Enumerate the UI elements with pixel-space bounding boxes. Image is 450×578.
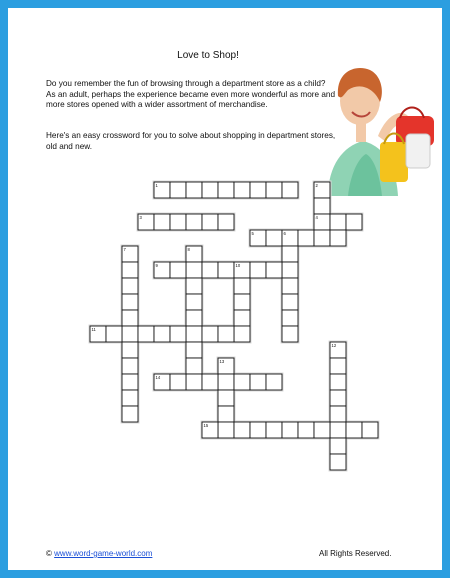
crossword-cell[interactable] [218, 390, 234, 406]
crossword-cell[interactable] [250, 262, 266, 278]
crossword-cell[interactable] [122, 390, 138, 406]
crossword-cell[interactable] [186, 214, 202, 230]
crossword-cell[interactable] [282, 422, 298, 438]
crossword-cell[interactable] [282, 246, 298, 262]
crossword-cell[interactable] [234, 278, 250, 294]
crossword-cell[interactable] [266, 262, 282, 278]
crossword-cell[interactable] [346, 214, 362, 230]
crossword-cell[interactable] [330, 230, 346, 246]
crossword-cell[interactable] [170, 182, 186, 198]
crossword-cell[interactable] [234, 422, 250, 438]
crossword-cell[interactable] [122, 294, 138, 310]
crossword-cell[interactable] [330, 454, 346, 470]
crossword-cell[interactable] [170, 262, 186, 278]
crossword-cell[interactable] [122, 358, 138, 374]
crossword-cell[interactable] [122, 310, 138, 326]
crossword-cell[interactable] [234, 326, 250, 342]
crossword-cell[interactable] [186, 310, 202, 326]
crossword-cell[interactable] [282, 310, 298, 326]
crossword-cell[interactable] [362, 422, 378, 438]
crossword-cell[interactable] [186, 262, 202, 278]
crossword-cell[interactable] [330, 358, 346, 374]
clue-number: 4 [315, 215, 318, 220]
crossword-cell[interactable] [282, 262, 298, 278]
clue-number: 12 [331, 343, 337, 348]
crossword-cell[interactable] [218, 374, 234, 390]
crossword-cell[interactable] [154, 326, 170, 342]
clue-number: 5 [251, 231, 254, 236]
crossword-cell[interactable] [234, 374, 250, 390]
clue-number: 10 [235, 263, 241, 268]
clue-number: 7 [123, 247, 126, 252]
crossword-cell[interactable] [314, 198, 330, 214]
crossword-grid [8, 8, 442, 570]
crossword-cell[interactable] [202, 326, 218, 342]
footer-copyright [46, 549, 152, 558]
crossword-cell[interactable] [202, 262, 218, 278]
clue-number: 2 [315, 183, 318, 188]
clue-number: 6 [283, 231, 286, 236]
clue-number: 9 [155, 263, 158, 268]
crossword-cell[interactable] [298, 230, 314, 246]
crossword-cell[interactable] [266, 230, 282, 246]
crossword-cell[interactable] [122, 374, 138, 390]
crossword-cell[interactable] [346, 422, 362, 438]
crossword-cell[interactable] [186, 342, 202, 358]
crossword-cell[interactable] [186, 294, 202, 310]
crossword-cell[interactable] [266, 374, 282, 390]
crossword-cell[interactable] [122, 326, 138, 342]
crossword-cell[interactable] [122, 278, 138, 294]
crossword-cell[interactable] [122, 342, 138, 358]
crossword-cell[interactable] [202, 374, 218, 390]
crossword-cell[interactable] [218, 406, 234, 422]
crossword-cell[interactable] [282, 326, 298, 342]
crossword-cell[interactable] [186, 278, 202, 294]
crossword-cell[interactable] [314, 230, 330, 246]
clue-number: 8 [187, 247, 190, 252]
copyright-symbol: © [46, 549, 52, 558]
crossword-cell[interactable] [218, 422, 234, 438]
footer-rights: All Rights Reserved. [319, 549, 392, 558]
crossword-cell[interactable] [282, 182, 298, 198]
crossword-cell[interactable] [186, 358, 202, 374]
crossword-cell[interactable] [234, 310, 250, 326]
crossword-cell[interactable] [234, 294, 250, 310]
crossword-cell[interactable] [218, 214, 234, 230]
worksheet-page [8, 8, 442, 570]
crossword-cell[interactable] [170, 214, 186, 230]
intro-paragraph-2: Here's an easy crossword for you to solve about shopping in department stores, old and new. [46, 131, 336, 151]
crossword-cell[interactable] [122, 406, 138, 422]
clue-number: 15 [203, 423, 209, 428]
crossword-cell[interactable] [330, 390, 346, 406]
crossword-cell[interactable] [330, 438, 346, 454]
clue-number: 3 [139, 215, 142, 220]
website-link[interactable]: www.word-game-world.com [54, 549, 153, 558]
crossword-cell[interactable] [170, 374, 186, 390]
crossword-cell[interactable] [170, 326, 186, 342]
crossword-cell[interactable] [298, 422, 314, 438]
clue-number: 14 [155, 375, 161, 380]
crossword-cell[interactable] [138, 326, 154, 342]
crossword-cell[interactable] [202, 214, 218, 230]
crossword-cell[interactable] [218, 182, 234, 198]
crossword-cell[interactable] [250, 422, 266, 438]
crossword-cell[interactable] [250, 374, 266, 390]
crossword-cell[interactable] [122, 262, 138, 278]
crossword-cell[interactable] [282, 294, 298, 310]
crossword-cell[interactable] [330, 406, 346, 422]
crossword-cell[interactable] [202, 182, 218, 198]
clue-number: 11 [91, 327, 96, 332]
crossword-cell[interactable] [186, 326, 202, 342]
crossword-cell[interactable] [330, 214, 346, 230]
crossword-cell[interactable] [186, 374, 202, 390]
crossword-cell[interactable] [218, 262, 234, 278]
crossword-cell[interactable] [282, 278, 298, 294]
crossword-cell[interactable] [250, 182, 266, 198]
page-title: Love to Shop! [177, 50, 239, 61]
crossword-cell[interactable] [330, 422, 346, 438]
crossword-cell[interactable] [106, 326, 122, 342]
crossword-cell[interactable] [218, 326, 234, 342]
intro-paragraph: Do you remember the fun of browsing through a department store as a child? As an adult, perhaps the experience became even more wonderful as more and more stores opened with a wider assortment of merchandise. [46, 79, 336, 109]
crossword-cell[interactable] [314, 422, 330, 438]
crossword-cell[interactable] [154, 214, 170, 230]
crossword-cell[interactable] [330, 374, 346, 390]
clue-number: 1 [155, 183, 158, 188]
crossword-cell[interactable] [266, 422, 282, 438]
crossword-cell[interactable] [266, 182, 282, 198]
crossword-cell[interactable] [234, 182, 250, 198]
crossword-cell[interactable] [186, 182, 202, 198]
clue-number: 13 [219, 359, 225, 364]
